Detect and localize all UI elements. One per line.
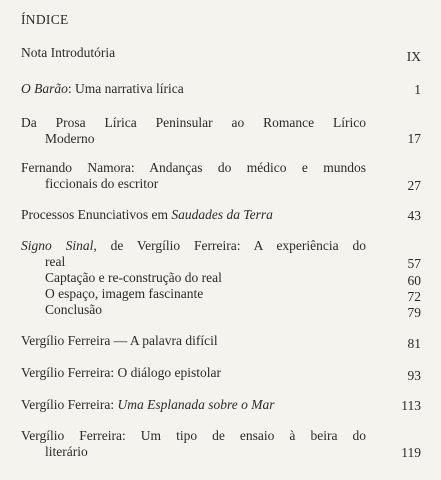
toc-entry-title-continued: Moderno <box>45 131 95 146</box>
toc-entry-page: 17 <box>407 131 421 146</box>
toc-entry-page: 113 <box>401 398 421 413</box>
toc-entry-page: 1 <box>414 82 421 97</box>
toc-subentry-title: O espaço, imagem fascinante <box>45 286 204 301</box>
toc-entry-title: Processos Enunciativos em <box>21 207 172 222</box>
toc-entry-title: Vergílio Ferreira — A palavra difícil <box>21 333 218 348</box>
toc-entry-title-italic: Saudades da Terra <box>171 207 273 222</box>
toc-subentry <box>45 270 421 286</box>
toc-entry-page: IX <box>406 49 421 64</box>
toc-entry-title: Vergílio Ferreira: O diálogo epistolar <box>21 365 221 380</box>
toc-entry <box>21 428 421 460</box>
toc-entry <box>21 160 421 192</box>
toc-entry-title-italic: Uma Esplanada sobre o Mar <box>117 397 275 412</box>
toc-entry <box>21 81 421 97</box>
toc-entry-page: 79 <box>407 305 421 320</box>
toc-subentry <box>45 286 421 302</box>
toc-subentry-title: Captação e re-construção do real <box>45 270 222 285</box>
toc-entry-title-continued: real <box>45 254 66 269</box>
toc-entry-title: Da Prosa Lírica Peninsular ao Romance Lírico <box>21 115 366 130</box>
toc-subentry-title: Conclusão <box>45 302 102 317</box>
toc-entry-title-italic: Signo Sinal <box>21 238 94 253</box>
toc-entry-title: Vergílio Ferreira: Um tipo de ensaio à beira do <box>21 428 366 443</box>
toc-entry-title: , de Vergílio Ferreira: A experiência do <box>93 238 366 253</box>
toc-entry-page: 119 <box>401 445 421 460</box>
toc-entry <box>21 238 421 270</box>
toc-entry-page: 43 <box>407 208 421 223</box>
toc-entry-page: 93 <box>407 368 421 383</box>
toc-entry <box>21 397 421 413</box>
toc-entry-page: 72 <box>407 289 421 304</box>
toc-entry <box>21 207 421 223</box>
toc-subentry <box>45 302 421 318</box>
toc-entry <box>21 333 421 349</box>
toc-entry-page: 57 <box>407 256 421 271</box>
toc-entry-title: Vergílio Ferreira: <box>21 397 118 412</box>
toc-entry <box>21 115 421 147</box>
toc-entry-title-continued: literário <box>45 444 88 459</box>
toc-entry <box>21 45 421 64</box>
toc-entry-title-italic: O Barão <box>21 81 68 96</box>
toc-entry-title-continued: ficcionais do escritor <box>45 176 159 191</box>
toc-entry-page: 27 <box>407 178 421 193</box>
toc-entry-title: Fernando Namora: Andanças do médico e mundos <box>21 160 366 175</box>
toc-entry-title: Nota Introdutória <box>21 45 116 60</box>
toc-entry-page: 60 <box>407 273 421 288</box>
page-title: ÍNDICE <box>21 12 69 27</box>
toc-entry <box>21 365 421 381</box>
toc-entry-page: 81 <box>407 336 421 351</box>
toc-entry-title: : Uma narrativa lírica <box>67 81 184 96</box>
